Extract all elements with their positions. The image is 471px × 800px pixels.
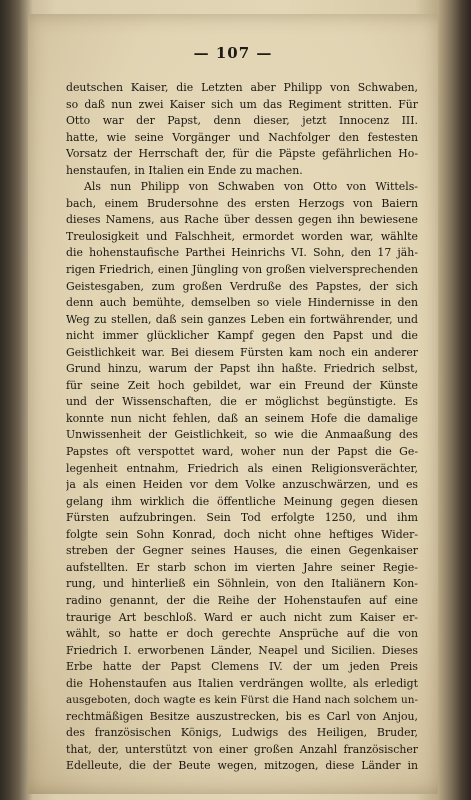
text-line: Weg zu stellen, daß sein ganzes Leben ein fortwährender, und — [66, 312, 418, 326]
text-line: wählt, so hatte er doch gerechte Ansprüche auf die von — [66, 627, 418, 641]
text-line: konnte nun nicht fehlen, daß an seinem Hofe die damalige — [66, 411, 418, 425]
page-text — [66, 80, 418, 775]
text-line: so daß nun zwei Kaiser sich um das Regiment stritten. Für — [66, 97, 418, 111]
text-line: Grund hinzu, warum der Papst ihn haßte. Friedrich selbst, — [66, 362, 418, 376]
text-line: Vorsatz der Herrschaft der, für die Päpste gefährlichen Ho- — [66, 147, 418, 161]
text-line: ausgeboten, doch wagte es kein Fürst die Hand nach solchem un- — [66, 694, 418, 707]
book-page — [28, 14, 438, 794]
text-line: dieses Namens, aus Rache über dessen gegen ihn bewiesene — [66, 213, 418, 227]
text-line: legenheit entnahm, Friedrich als einen Religionsverächter, — [66, 461, 418, 475]
text-line: bach, einem Brudersohne des ersten Herzogs von Baiern — [66, 196, 418, 210]
text-line: deutschen Kaiser, die Letzten aber Philipp von Schwaben, — [66, 81, 418, 94]
text-line: die hohenstaufische Parthei Heinrichs VI. Sohn, den 17 jäh- — [66, 246, 418, 260]
text-line: nicht immer glücklicher Kampf gegen den Papst und die — [66, 329, 418, 343]
text-line: Als nun Philipp von Schwaben von Otto von Wittels- — [84, 180, 418, 194]
text-line: Treulosigkeit und Falschheit, ermordet worden war, wählte — [66, 229, 418, 243]
text-line: Geistesgaben, zum großen Verdruße des Papstes, der sich — [66, 279, 418, 293]
text-line: traurige Art beschloß. Ward er auch nicht zum Kaiser er- — [66, 610, 418, 624]
text-line: Fürsten aufzubringen. Sein Tod erfolgte 1250, und ihm — [66, 511, 418, 525]
text-line: für seine Zeit hoch gebildet, war ein Freund der Künste — [66, 378, 418, 392]
text-line: folgte sein Sohn Konrad, doch nicht ohne heftiges Wider- — [66, 527, 418, 541]
text-line: rung, und hinterließ ein Söhnlein, von den Italiänern Kon- — [66, 577, 418, 591]
text-line: Unwissenheit der Geistlichkeit, so wie die Anmaaßung des — [66, 428, 418, 442]
text-line: radino genannt, der die Reihe der Hohenstaufen auf eine — [66, 593, 418, 607]
text-line: Erbe hatte der Papst Clemens IV. der um jeden Preis — [66, 660, 418, 674]
text-line: Otto war der Papst, denn dieser, jetzt Innocenz III. — [66, 114, 418, 128]
text-line: aufstellten. Er starb schon im vierten Jahre seiner Regie- — [66, 560, 418, 574]
text-line: des französischen Königs, Ludwigs des Heiligen, Bruder, — [66, 726, 418, 740]
text-line: denn auch bemühte, demselben so viele Hindernisse in den — [66, 296, 418, 310]
text-line: die Hohenstaufen aus Italien verdrängen wollte, als erledigt — [66, 676, 418, 690]
text-line: that, der, unterstützt von einer großen Anzahl französischer — [66, 742, 418, 756]
text-line: Friedrich I. erworbenen Länder, Neapel und Sicilien. Dieses — [66, 643, 418, 657]
text-line: rechtmäßigen Besitze auszustrecken, bis es Carl von Anjou, — [66, 709, 418, 723]
text-line: gelang ihm wirklich die öffentliche Meinung gegen diesen — [66, 494, 418, 508]
text-line: rigen Friedrich, einen Jüngling von großen vielversprechenden — [66, 263, 418, 277]
text-line: streben der Gegner seines Hauses, die einen Gegenkaiser — [66, 544, 418, 558]
page-number: — 107 — — [193, 44, 273, 62]
text-line: Geistlichkeit war. Bei diesem Fürsten kam noch ein anderer — [66, 345, 418, 359]
text-line: Papstes oft verspottet ward, woher nun der Papst die Ge- — [66, 445, 418, 459]
text-line: hatte, wie seine Vorgänger und Nachfolger den festesten — [66, 130, 418, 144]
text-line: und der Wissenschaften, die er möglichst begünstigte. Es — [66, 395, 418, 409]
text-line: ja als einen Heiden vor dem Volke anzuschwärzen, und es — [66, 478, 418, 492]
text-line: henstaufen, in Italien ein Ende zu machen. — [66, 163, 303, 177]
text-line: Edelleute, die der Beute wegen, mitzogen, diese Länder in — [66, 759, 418, 773]
